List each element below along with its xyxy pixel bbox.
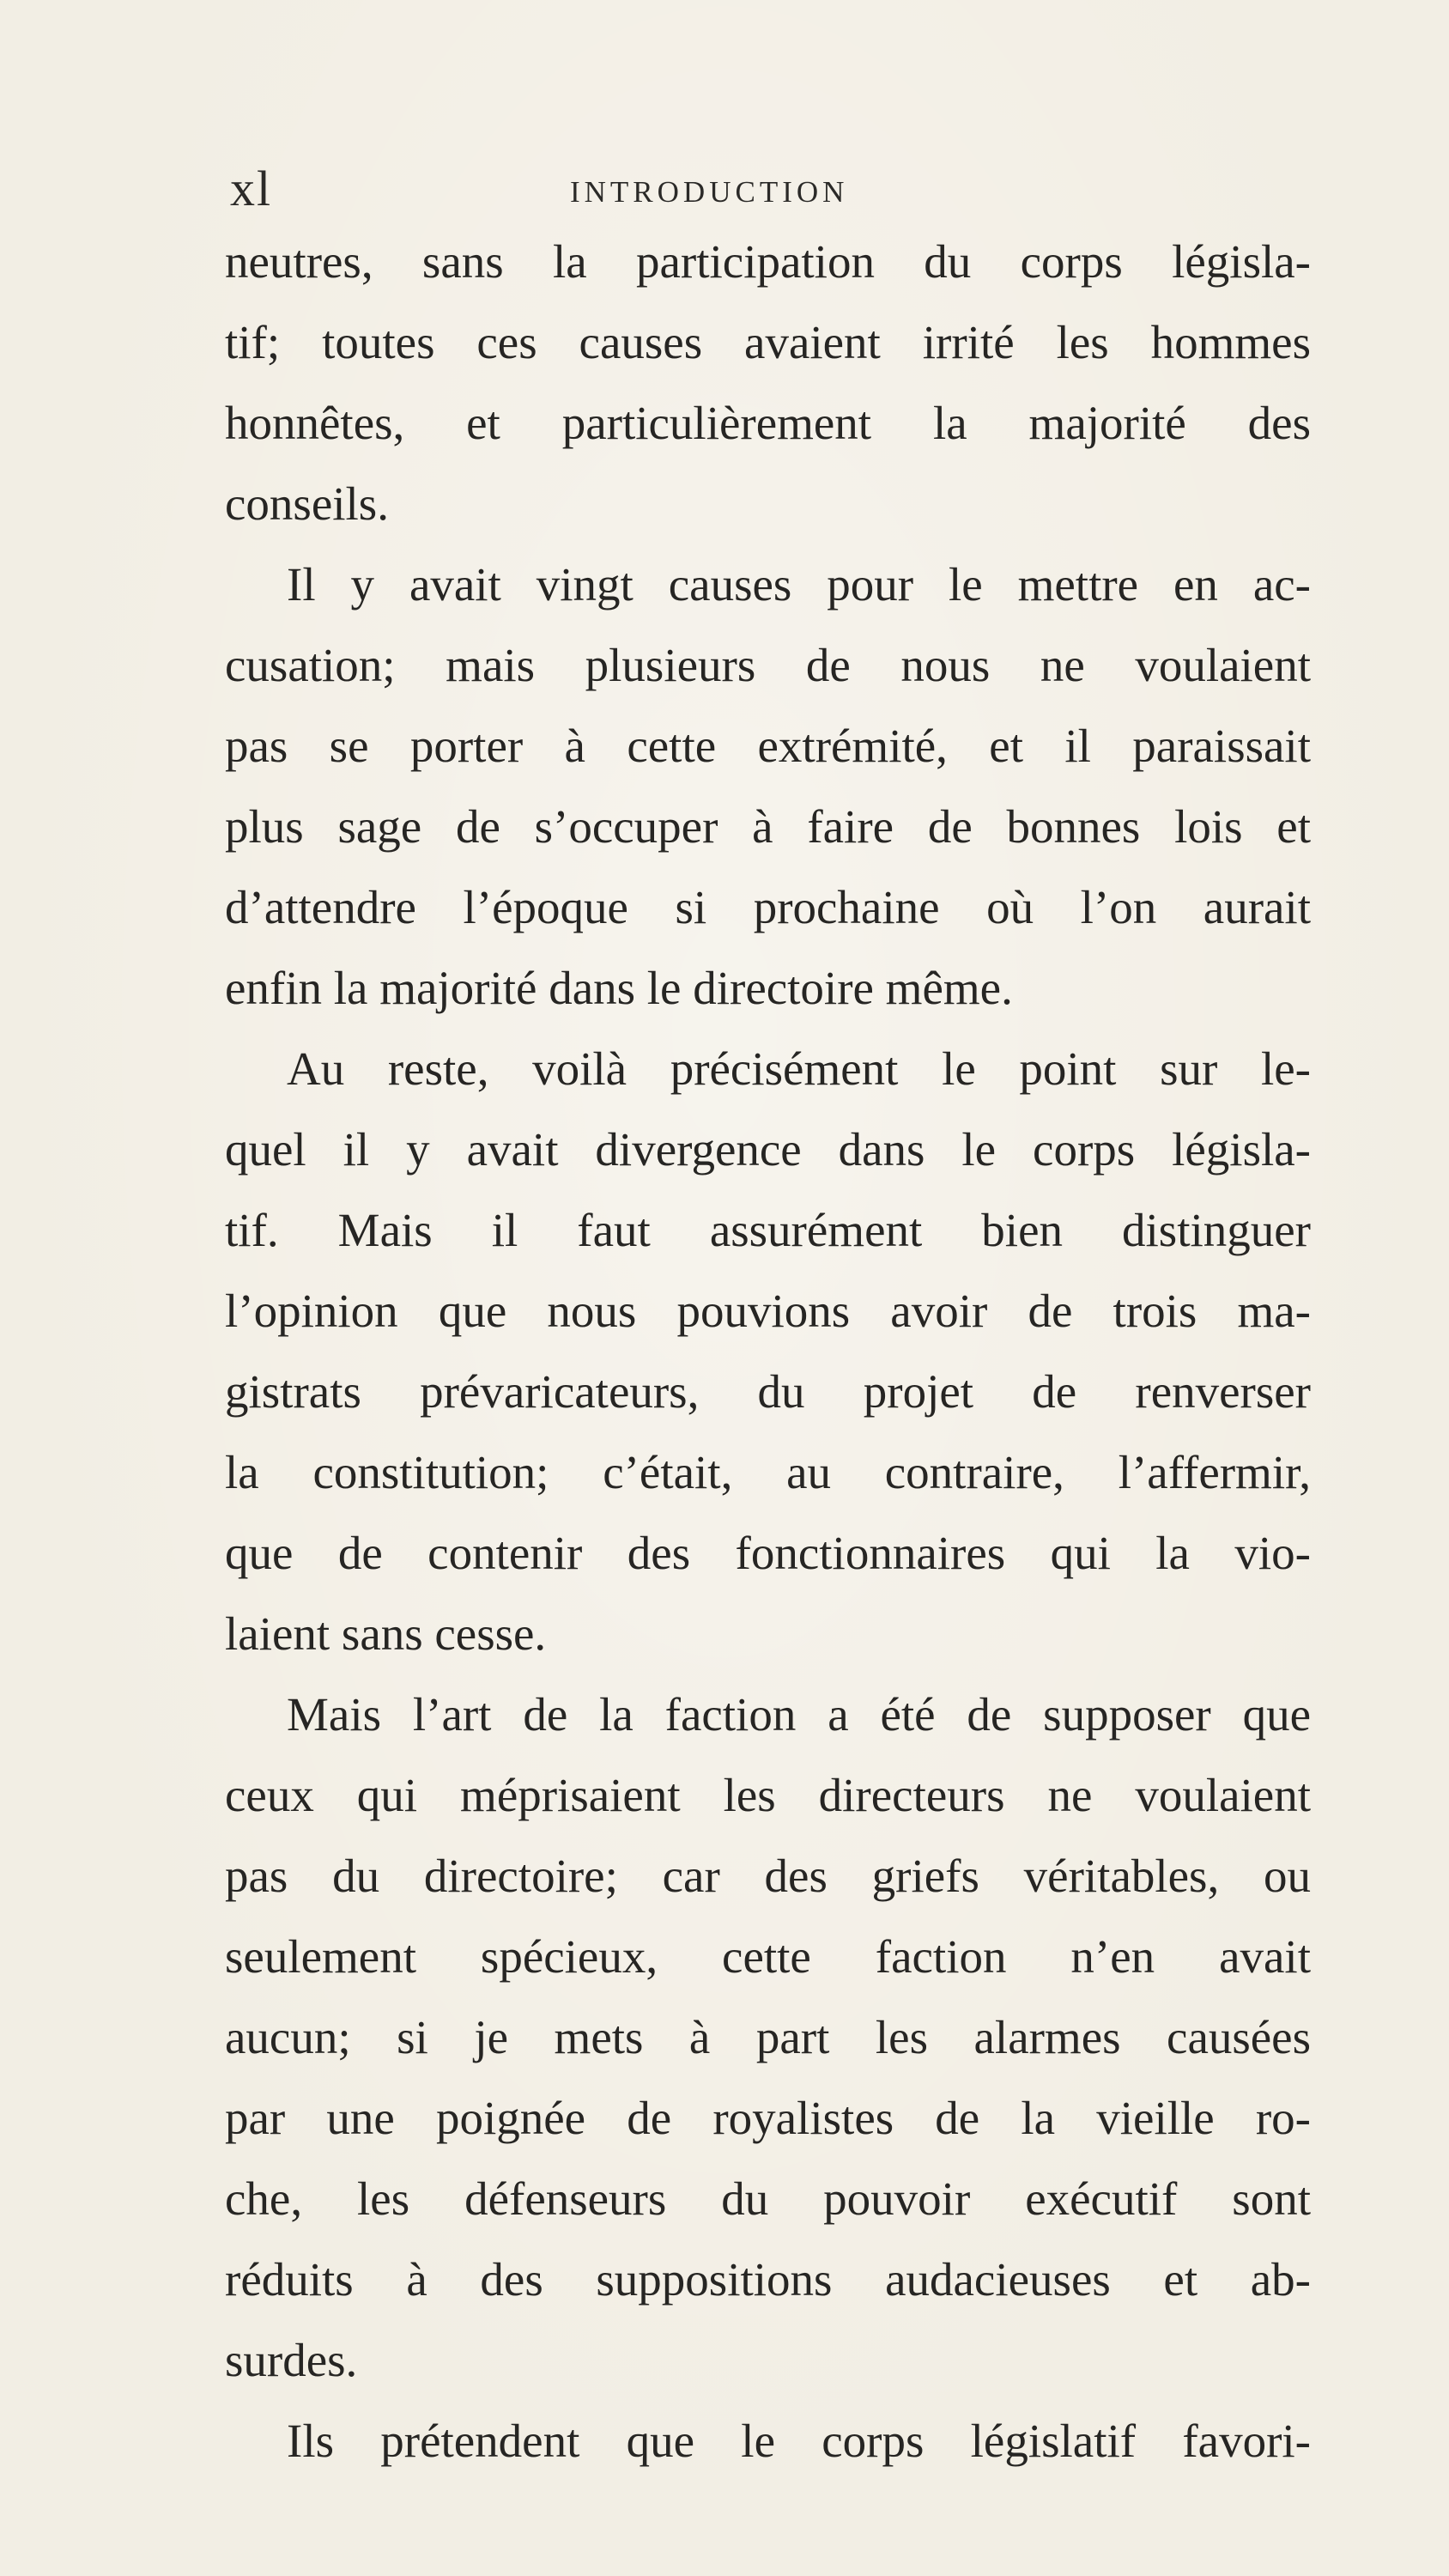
running-head <box>225 163 1298 215</box>
text-line: ceux qui méprisaient les directeurs ne voulaient <box>225 1769 1311 1821</box>
text-line: pas se porter à cette extrémité, et il paraissait <box>225 720 1311 772</box>
paragraph-first-line: Il y avait vingt causes pour le mettre en ac- <box>287 558 1311 611</box>
text-line: aucun; si je mets à part les alarmes causées <box>225 2011 1311 2063</box>
text-line: seulement spécieux, cette faction n’en avait <box>225 1930 1311 1983</box>
paragraph-first-line: Mais l’art de la faction a été de supposer que <box>287 1688 1311 1741</box>
text-line: che, les défenseurs du pouvoir exécutif sont <box>225 2172 1311 2225</box>
text-line: neutres, sans la participation du corps législa- <box>225 235 1311 288</box>
text-line: conseils. <box>225 477 389 530</box>
text-line: pas du directoire; car des griefs véritables, ou <box>225 1850 1311 1902</box>
text-line: plus sage de s’occuper à faire de bonnes lois et <box>225 800 1311 853</box>
text-line: cusation; mais plusieurs de nous ne voulaient <box>225 639 1311 691</box>
text-line: quel il y avait divergence dans le corps législa- <box>225 1123 1311 1176</box>
running-title: INTRODUCTION <box>570 175 849 209</box>
page-number: xl <box>230 161 273 216</box>
text-line: que de contenir des fonctionnaires qui la vio- <box>225 1527 1311 1579</box>
text-line: surdes. <box>225 2334 358 2386</box>
text-line: gistrats prévaricateurs, du projet de renverser <box>225 1365 1311 1418</box>
paragraph-first-line: Au reste, voilà précisément le point sur le- <box>287 1042 1311 1095</box>
body-text <box>225 222 1311 2482</box>
text-line: par une poignée de royalistes de la vieille ro- <box>225 2092 1311 2144</box>
text-line: honnêtes, et particulièrement la majorité des <box>225 397 1311 449</box>
text-line: la constitution; c’était, au contraire, l’affermir, <box>225 1446 1311 1498</box>
text-line: l’opinion que nous pouvions avoir de trois ma- <box>225 1285 1311 1337</box>
paragraph-first-line: Ils prétendent que le corps législatif favori- <box>287 2415 1311 2467</box>
text-line: laient sans cesse. <box>225 1607 547 1660</box>
text-line: réduits à des suppositions audacieuses et ab- <box>225 2253 1311 2306</box>
text-line: d’attendre l’époque si prochaine où l’on aurait <box>225 881 1311 933</box>
text-line: tif; toutes ces causes avaient irrité les hommes <box>225 316 1311 368</box>
text-line: enfin la majorité dans le directoire même. <box>225 962 1013 1014</box>
text-line: tif. Mais il faut assurément bien distinguer <box>225 1204 1311 1256</box>
